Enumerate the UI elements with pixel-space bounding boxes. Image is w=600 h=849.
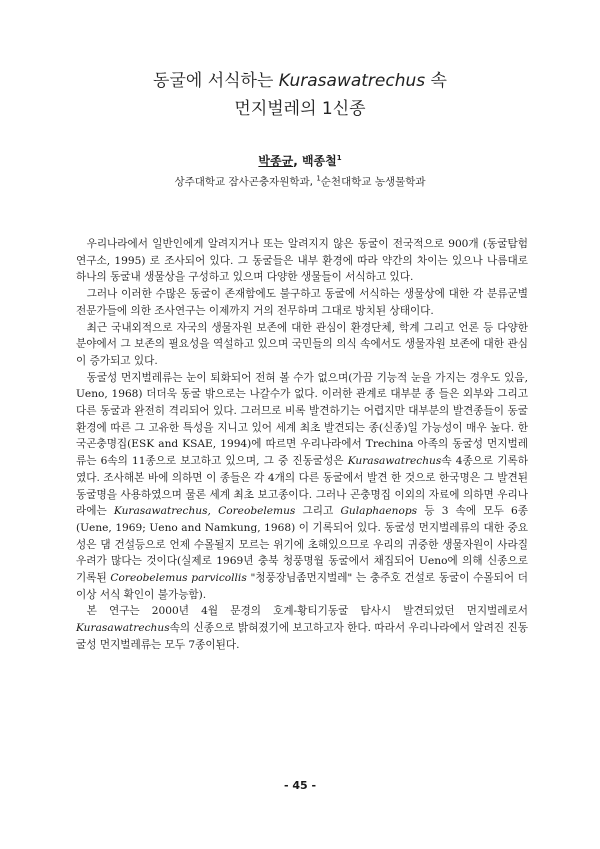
affiliation-2: 순천대학교 농생물학과 [320,176,426,188]
title-prefix: 동굴에 서식하는 [153,71,279,91]
affiliation-mark: 1 [316,174,321,183]
paragraph-3: 최근 국내외적으로 자국의 생물자원 보존에 대한 관심이 환경단체, 학계 그리고 언론 등 다양한 분야에서 그 보존의 필요성을 역설하고 있으며 국민들의 의식 속에서도 생물자원 보존에 대한 관심이 증가되고 있다. [76,321,528,367]
genus-kurasawatrechus: Kurasawatrechus [347,455,442,468]
paragraph-4-text-c: 그리고 [295,505,341,518]
title-genus: Kurasawatrechus [278,71,426,91]
paragraph-5 [76,603,528,653]
species-coreobelemus-parvicollis: Coreobelemus parvicollis [110,572,247,585]
page-number: - 45 - [283,779,317,792]
affiliation-line [0,174,600,189]
affiliation-1: 상주대학교 잠사곤충자원학과, [174,176,317,188]
author-name-2: 백종철 [301,154,337,168]
paragraph-5-text-a: 본 연구는 2000년 4월 문경의 호계-황티기동굴 탐사시 발견되었던 먼지벌레로서 [86,605,528,618]
paragraph-1: 우리나라에서 일반인에게 알려지거나 또는 알려지지 않은 동굴이 전국적으로 900개 (동굴탐험연구소, 1995) 로 조사되어 있다. 그 동굴들은 내부 환경에 따라 약간의 차이는 있으나 나름대로 하나의 동굴내 생물상을 구성하고 있으며 다양한 생물들이 서식하고 있다. [76,238,528,284]
author-name-1: 박종균 [258,154,294,168]
body-text [76,236,528,654]
genus-gulaphaenops: Gulaphaenops [340,505,418,518]
paragraph-4-text-d: 등 3 속에 모두 6종(Uene, 1969; Ueno and Namkung, 1968) 이 기록되어 있다. 동굴성 먼지벌레류의 대한 중요성은 댐 건설등으로 언제 수몰될지 모르는 위기에 초해있으므로 우리의 귀중한 생물자원이 사라질 우려가 많다는 것이다(실제로 1969년 충북 청풍명월 동굴에서 채집되어 Ueno에 의해 신종으로 기록된 [76,505,529,585]
paragraph-4 [76,370,528,604]
paper-title-line-2: 먼지벌레의 1신종 [234,99,366,119]
paragraph-4-text-a: 동굴성 먼지벌레류는 눈이 퇴화되어 전혀 볼 수가 없으며(가끔 기능적 눈을 가지는 경우도 있음, Ueno, 1968) 더더욱 동굴 밖으로는 나갈수가 없다. 이러한 관계로 대부분 종 들은 외부와 그리고 다른 동굴과 완전히 격리되어 있다. 그러므로 비록 발견하기는 어렵지만 대부분의 발견종들이 동굴환경에 따른 그 고유한 특성을 지니고 있어 세계 최초 발견되는 종(신종)일 가능성이 매우 높다. 한국곤충명집(ESK and KSAE, 1994)에 따르면 우리나라에서 Trechina 아족의 동굴성 먼지벌레류는 6속의 11종으로 보고하고 있으며, 그 중 진동굴성은 [76,371,528,468]
paragraph-4-text-b: 속 4종으로 기록하였다. 조사해본 바에 의하면 이 종들은 각 4개의 다른 동굴에서 발견 한 것으로 한국명은 그 발견된 동굴명을 사용하였으며 물론 세계 최초 보고종이다. 그러나 곤충명집 이외의 자료에 의하면 우리나라에는 [76,455,528,518]
author-separator: , [293,154,302,168]
title-suffix: 속 [425,71,447,91]
genus-kurasawatrechus-2: Kurasawatrechus [76,622,170,635]
author-list [0,152,600,169]
paragraph-2: 그러나 이러한 수많은 동굴이 존재함에도 불구하고 동굴에 서식하는 생물상에 대한 각 분류군별 전문가들에 의한 조사연구는 이제까지 거의 전무하며 그대로 방치된 상태이다. [76,288,528,317]
paper-title-line-1 [0,66,600,91]
author-affiliation-mark: 1 [336,154,342,162]
paragraph-4-text-e: "청풍장님좀먼지벌레" 는 충주호 건설로 동굴이 수몰되어 더 이상 서식 확인이 불가능함). [76,572,528,601]
paragraph-5-text-b: 속의 신종으로 밝혀졌기에 보고하고자 한다. 따라서 우리나라에서 알려진 진동굴성 먼지벌레류는 모두 7종이된다. [76,622,528,651]
genus-list: Kurasawatrechus, Coreobelemus [113,505,296,518]
